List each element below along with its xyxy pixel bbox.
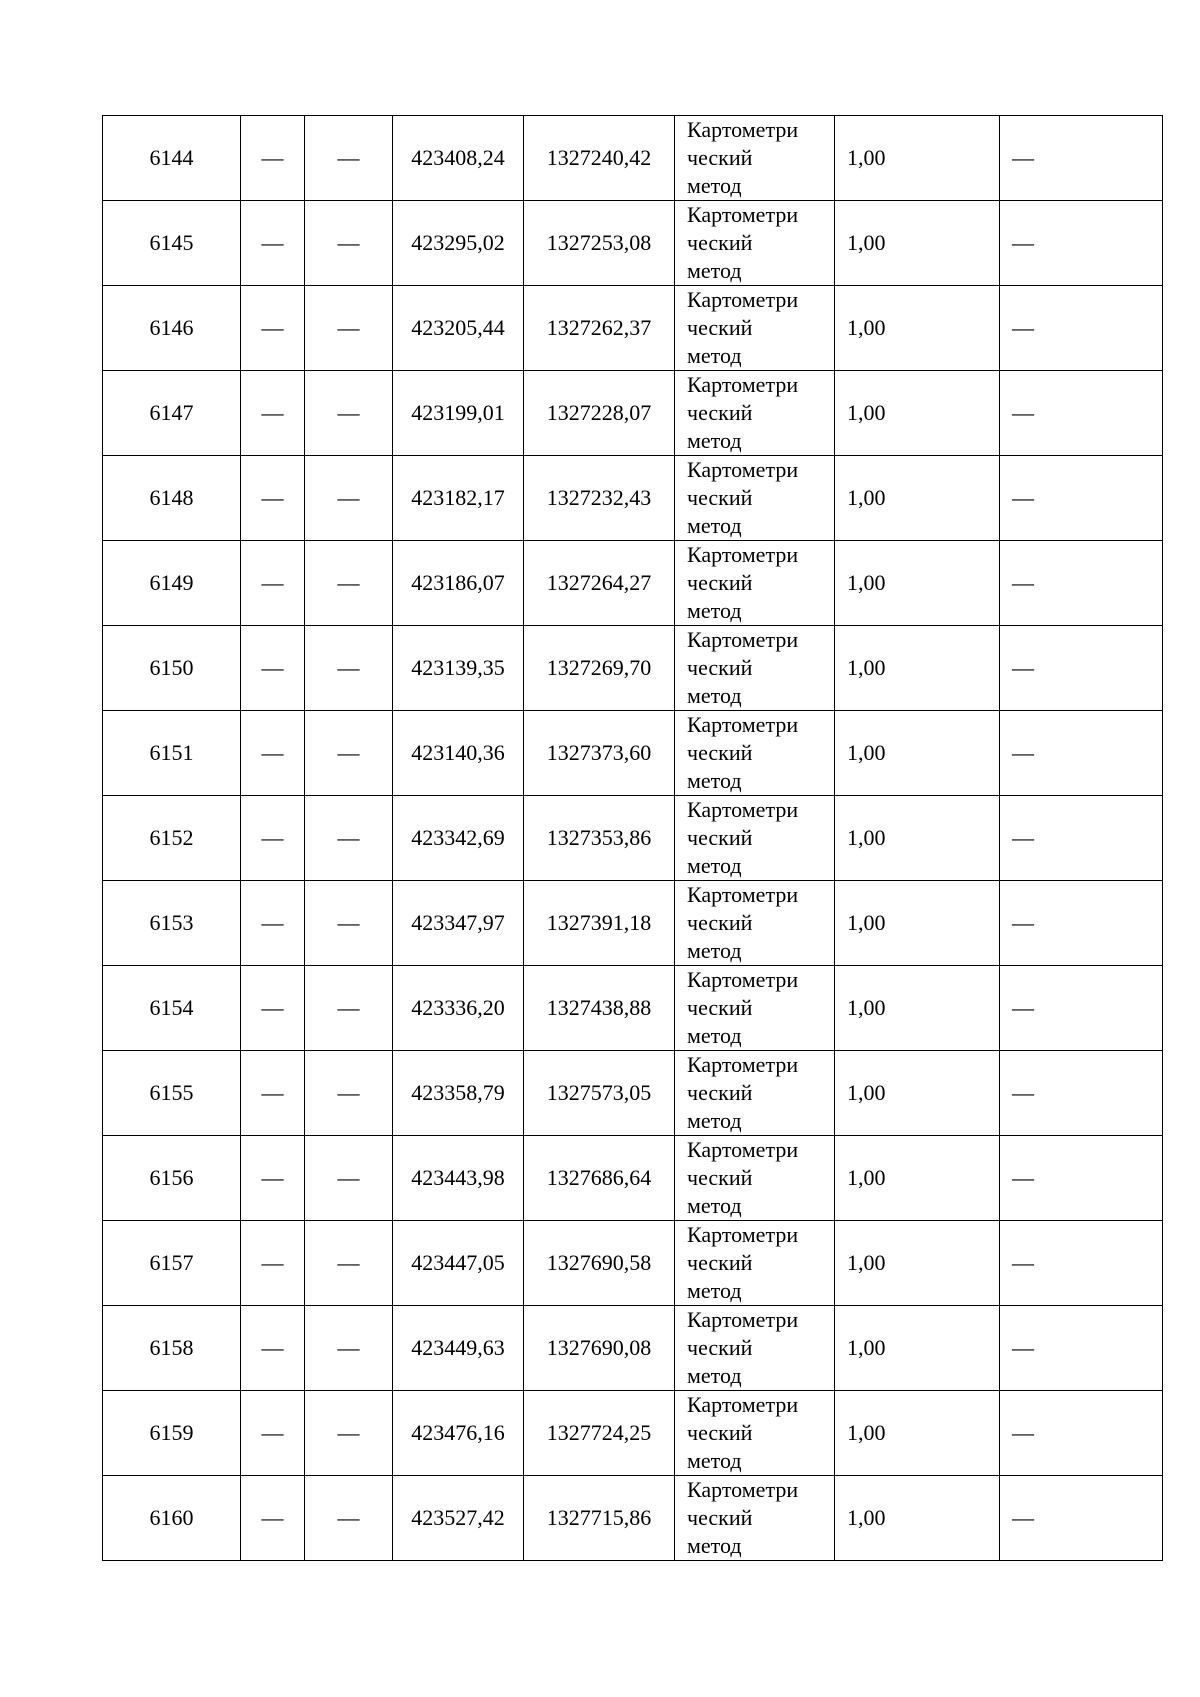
old-x-cell: — xyxy=(241,1221,305,1306)
point-number-cell: 6157 xyxy=(103,1221,241,1306)
method-text-line: метод xyxy=(687,173,742,198)
y-coordinate-cell: 1327353,86 xyxy=(524,796,675,881)
method-text-line: ческий xyxy=(687,485,753,510)
point-number-cell: 6154 xyxy=(103,966,241,1051)
method-text-line: метод xyxy=(687,683,742,708)
method-cell xyxy=(675,201,835,286)
method-text-line: Картометри xyxy=(687,1052,799,1077)
point-number-cell: 6160 xyxy=(103,1476,241,1561)
method-text-line: Картометри xyxy=(687,117,799,142)
method-text-line: Картометри xyxy=(687,1477,799,1502)
method-text-line: метод xyxy=(687,513,742,538)
method-text-line: метод xyxy=(687,1278,742,1303)
old-y-cell: — xyxy=(305,966,393,1051)
x-coordinate-cell: 423139,35 xyxy=(393,626,524,711)
method-cell xyxy=(675,881,835,966)
accuracy-cell: 1,00 xyxy=(835,1221,1000,1306)
old-x-cell: — xyxy=(241,1476,305,1561)
old-x-cell: — xyxy=(241,201,305,286)
point-number-cell: 6149 xyxy=(103,541,241,626)
accuracy-cell: 1,00 xyxy=(835,541,1000,626)
method-text-line: метод xyxy=(687,1023,742,1048)
old-y-cell: — xyxy=(305,1391,393,1476)
old-x-cell: — xyxy=(241,1391,305,1476)
table-row xyxy=(103,881,1163,966)
method-text-line: метод xyxy=(687,938,742,963)
old-x-cell: — xyxy=(241,456,305,541)
y-coordinate-cell: 1327391,18 xyxy=(524,881,675,966)
table-row xyxy=(103,796,1163,881)
accuracy-cell: 1,00 xyxy=(835,1136,1000,1221)
method-text-line: ческий xyxy=(687,1250,753,1275)
table-row xyxy=(103,456,1163,541)
old-x-cell: — xyxy=(241,626,305,711)
method-cell xyxy=(675,541,835,626)
description-cell: — xyxy=(1000,711,1163,796)
accuracy-cell: 1,00 xyxy=(835,201,1000,286)
description-cell: — xyxy=(1000,541,1163,626)
description-cell: — xyxy=(1000,1476,1163,1561)
method-text-line: ческий xyxy=(687,655,753,680)
method-text-line: ческий xyxy=(687,230,753,255)
point-number-cell: 6146 xyxy=(103,286,241,371)
table-row xyxy=(103,371,1163,456)
method-cell xyxy=(675,1476,835,1561)
x-coordinate-cell: 423447,05 xyxy=(393,1221,524,1306)
method-text-line: метод xyxy=(687,343,742,368)
x-coordinate-cell: 423476,16 xyxy=(393,1391,524,1476)
table-row xyxy=(103,1221,1163,1306)
y-coordinate-cell: 1327240,42 xyxy=(524,116,675,201)
method-text-line: Картометри xyxy=(687,287,799,312)
y-coordinate-cell: 1327228,07 xyxy=(524,371,675,456)
description-cell: — xyxy=(1000,881,1163,966)
point-number-cell: 6159 xyxy=(103,1391,241,1476)
accuracy-cell: 1,00 xyxy=(835,1391,1000,1476)
method-text-line: Картометри xyxy=(687,542,799,567)
y-coordinate-cell: 1327690,08 xyxy=(524,1306,675,1391)
old-y-cell: — xyxy=(305,1051,393,1136)
accuracy-cell: 1,00 xyxy=(835,626,1000,711)
y-coordinate-cell: 1327232,43 xyxy=(524,456,675,541)
point-number-cell: 6155 xyxy=(103,1051,241,1136)
table-row xyxy=(103,626,1163,711)
method-text-line: ческий xyxy=(687,1420,753,1445)
y-coordinate-cell: 1327438,88 xyxy=(524,966,675,1051)
method-text-line: Картометри xyxy=(687,1137,799,1162)
method-text-line: ческий xyxy=(687,1165,753,1190)
method-cell xyxy=(675,711,835,796)
y-coordinate-cell: 1327690,58 xyxy=(524,1221,675,1306)
old-y-cell: — xyxy=(305,796,393,881)
method-cell xyxy=(675,456,835,541)
old-y-cell: — xyxy=(305,371,393,456)
table-row xyxy=(103,541,1163,626)
y-coordinate-cell: 1327573,05 xyxy=(524,1051,675,1136)
old-y-cell: — xyxy=(305,1221,393,1306)
accuracy-cell: 1,00 xyxy=(835,1476,1000,1561)
point-number-cell: 6150 xyxy=(103,626,241,711)
description-cell: — xyxy=(1000,626,1163,711)
table-row xyxy=(103,286,1163,371)
old-x-cell: — xyxy=(241,116,305,201)
method-cell xyxy=(675,1221,835,1306)
old-x-cell: — xyxy=(241,1136,305,1221)
method-text-line: метод xyxy=(687,1193,742,1218)
point-number-cell: 6148 xyxy=(103,456,241,541)
method-cell xyxy=(675,1051,835,1136)
accuracy-cell: 1,00 xyxy=(835,966,1000,1051)
description-cell: — xyxy=(1000,796,1163,881)
table-row xyxy=(103,1136,1163,1221)
description-cell: — xyxy=(1000,286,1163,371)
old-y-cell: — xyxy=(305,1476,393,1561)
method-text-line: Картометри xyxy=(687,797,799,822)
method-text-line: Картометри xyxy=(687,202,799,227)
point-number-cell: 6147 xyxy=(103,371,241,456)
point-number-cell: 6145 xyxy=(103,201,241,286)
old-x-cell: — xyxy=(241,371,305,456)
method-text-line: метод xyxy=(687,1448,742,1473)
x-coordinate-cell: 423205,44 xyxy=(393,286,524,371)
method-text-line: метод xyxy=(687,853,742,878)
description-cell: — xyxy=(1000,456,1163,541)
method-text-line: ческий xyxy=(687,145,753,170)
old-x-cell: — xyxy=(241,796,305,881)
method-cell xyxy=(675,796,835,881)
old-y-cell: — xyxy=(305,881,393,966)
method-cell xyxy=(675,286,835,371)
table-row xyxy=(103,1051,1163,1136)
x-coordinate-cell: 423186,07 xyxy=(393,541,524,626)
description-cell: — xyxy=(1000,1306,1163,1391)
x-coordinate-cell: 423527,42 xyxy=(393,1476,524,1561)
old-y-cell: — xyxy=(305,116,393,201)
method-cell xyxy=(675,371,835,456)
accuracy-cell: 1,00 xyxy=(835,711,1000,796)
method-text-line: метод xyxy=(687,428,742,453)
method-cell xyxy=(675,966,835,1051)
method-text-line: ческий xyxy=(687,910,753,935)
description-cell: — xyxy=(1000,201,1163,286)
old-x-cell: — xyxy=(241,286,305,371)
description-cell: — xyxy=(1000,1221,1163,1306)
table-row xyxy=(103,116,1163,201)
accuracy-cell: 1,00 xyxy=(835,1051,1000,1136)
method-cell xyxy=(675,116,835,201)
table-row xyxy=(103,966,1163,1051)
method-text-line: метод xyxy=(687,1363,742,1388)
old-x-cell: — xyxy=(241,1051,305,1136)
x-coordinate-cell: 423443,98 xyxy=(393,1136,524,1221)
method-text-line: ческий xyxy=(687,995,753,1020)
old-x-cell: — xyxy=(241,711,305,796)
method-text-line: метод xyxy=(687,1108,742,1133)
y-coordinate-cell: 1327264,27 xyxy=(524,541,675,626)
x-coordinate-cell: 423182,17 xyxy=(393,456,524,541)
y-coordinate-cell: 1327373,60 xyxy=(524,711,675,796)
method-text-line: ческий xyxy=(687,1335,753,1360)
old-y-cell: — xyxy=(305,286,393,371)
table-row xyxy=(103,1476,1163,1561)
description-cell: — xyxy=(1000,1391,1163,1476)
accuracy-cell: 1,00 xyxy=(835,1306,1000,1391)
point-number-cell: 6152 xyxy=(103,796,241,881)
accuracy-cell: 1,00 xyxy=(835,881,1000,966)
method-cell xyxy=(675,1391,835,1476)
point-number-cell: 6151 xyxy=(103,711,241,796)
point-number-cell: 6158 xyxy=(103,1306,241,1391)
method-text-line: ческий xyxy=(687,400,753,425)
method-text-line: ческий xyxy=(687,315,753,340)
y-coordinate-cell: 1327715,86 xyxy=(524,1476,675,1561)
point-number-cell: 6153 xyxy=(103,881,241,966)
x-coordinate-cell: 423199,01 xyxy=(393,371,524,456)
y-coordinate-cell: 1327724,25 xyxy=(524,1391,675,1476)
x-coordinate-cell: 423342,69 xyxy=(393,796,524,881)
old-y-cell: — xyxy=(305,1306,393,1391)
old-x-cell: — xyxy=(241,541,305,626)
method-text-line: Картометри xyxy=(687,1307,799,1332)
old-y-cell: — xyxy=(305,456,393,541)
old-x-cell: — xyxy=(241,1306,305,1391)
y-coordinate-cell: 1327686,64 xyxy=(524,1136,675,1221)
x-coordinate-cell: 423140,36 xyxy=(393,711,524,796)
y-coordinate-cell: 1327262,37 xyxy=(524,286,675,371)
x-coordinate-cell: 423449,63 xyxy=(393,1306,524,1391)
x-coordinate-cell: 423358,79 xyxy=(393,1051,524,1136)
method-text-line: ческий xyxy=(687,740,753,765)
method-text-line: ческий xyxy=(687,570,753,595)
method-text-line: Картометри xyxy=(687,1222,799,1247)
method-text-line: Картометри xyxy=(687,712,799,737)
old-x-cell: — xyxy=(241,881,305,966)
x-coordinate-cell: 423336,20 xyxy=(393,966,524,1051)
old-y-cell: — xyxy=(305,201,393,286)
method-text-line: ческий xyxy=(687,1505,753,1530)
x-coordinate-cell: 423408,24 xyxy=(393,116,524,201)
old-y-cell: — xyxy=(305,626,393,711)
accuracy-cell: 1,00 xyxy=(835,456,1000,541)
method-cell xyxy=(675,1306,835,1391)
description-cell: — xyxy=(1000,1136,1163,1221)
method-text-line: Картометри xyxy=(687,627,799,652)
point-number-cell: 6144 xyxy=(103,116,241,201)
old-y-cell: — xyxy=(305,711,393,796)
accuracy-cell: 1,00 xyxy=(835,371,1000,456)
method-text-line: метод xyxy=(687,1533,742,1558)
table-row xyxy=(103,201,1163,286)
old-y-cell: — xyxy=(305,1136,393,1221)
method-text-line: метод xyxy=(687,768,742,793)
method-text-line: метод xyxy=(687,258,742,283)
x-coordinate-cell: 423347,97 xyxy=(393,881,524,966)
table-body xyxy=(103,116,1163,1561)
table-row xyxy=(103,1306,1163,1391)
method-text-line: ческий xyxy=(687,1080,753,1105)
table-row xyxy=(103,1391,1163,1476)
table-row xyxy=(103,711,1163,796)
description-cell: — xyxy=(1000,966,1163,1051)
description-cell: — xyxy=(1000,1051,1163,1136)
method-text-line: Картометри xyxy=(687,1392,799,1417)
old-x-cell: — xyxy=(241,966,305,1051)
coordinates-table xyxy=(102,115,1163,1561)
x-coordinate-cell: 423295,02 xyxy=(393,201,524,286)
accuracy-cell: 1,00 xyxy=(835,116,1000,201)
method-cell xyxy=(675,626,835,711)
description-cell: — xyxy=(1000,116,1163,201)
method-cell xyxy=(675,1136,835,1221)
description-cell: — xyxy=(1000,371,1163,456)
accuracy-cell: 1,00 xyxy=(835,286,1000,371)
accuracy-cell: 1,00 xyxy=(835,796,1000,881)
y-coordinate-cell: 1327253,08 xyxy=(524,201,675,286)
method-text-line: метод xyxy=(687,598,742,623)
method-text-line: Картометри xyxy=(687,457,799,482)
point-number-cell: 6156 xyxy=(103,1136,241,1221)
method-text-line: Картометри xyxy=(687,967,799,992)
method-text-line: Картометри xyxy=(687,882,799,907)
old-y-cell: — xyxy=(305,541,393,626)
method-text-line: ческий xyxy=(687,825,753,850)
y-coordinate-cell: 1327269,70 xyxy=(524,626,675,711)
method-text-line: Картометри xyxy=(687,372,799,397)
